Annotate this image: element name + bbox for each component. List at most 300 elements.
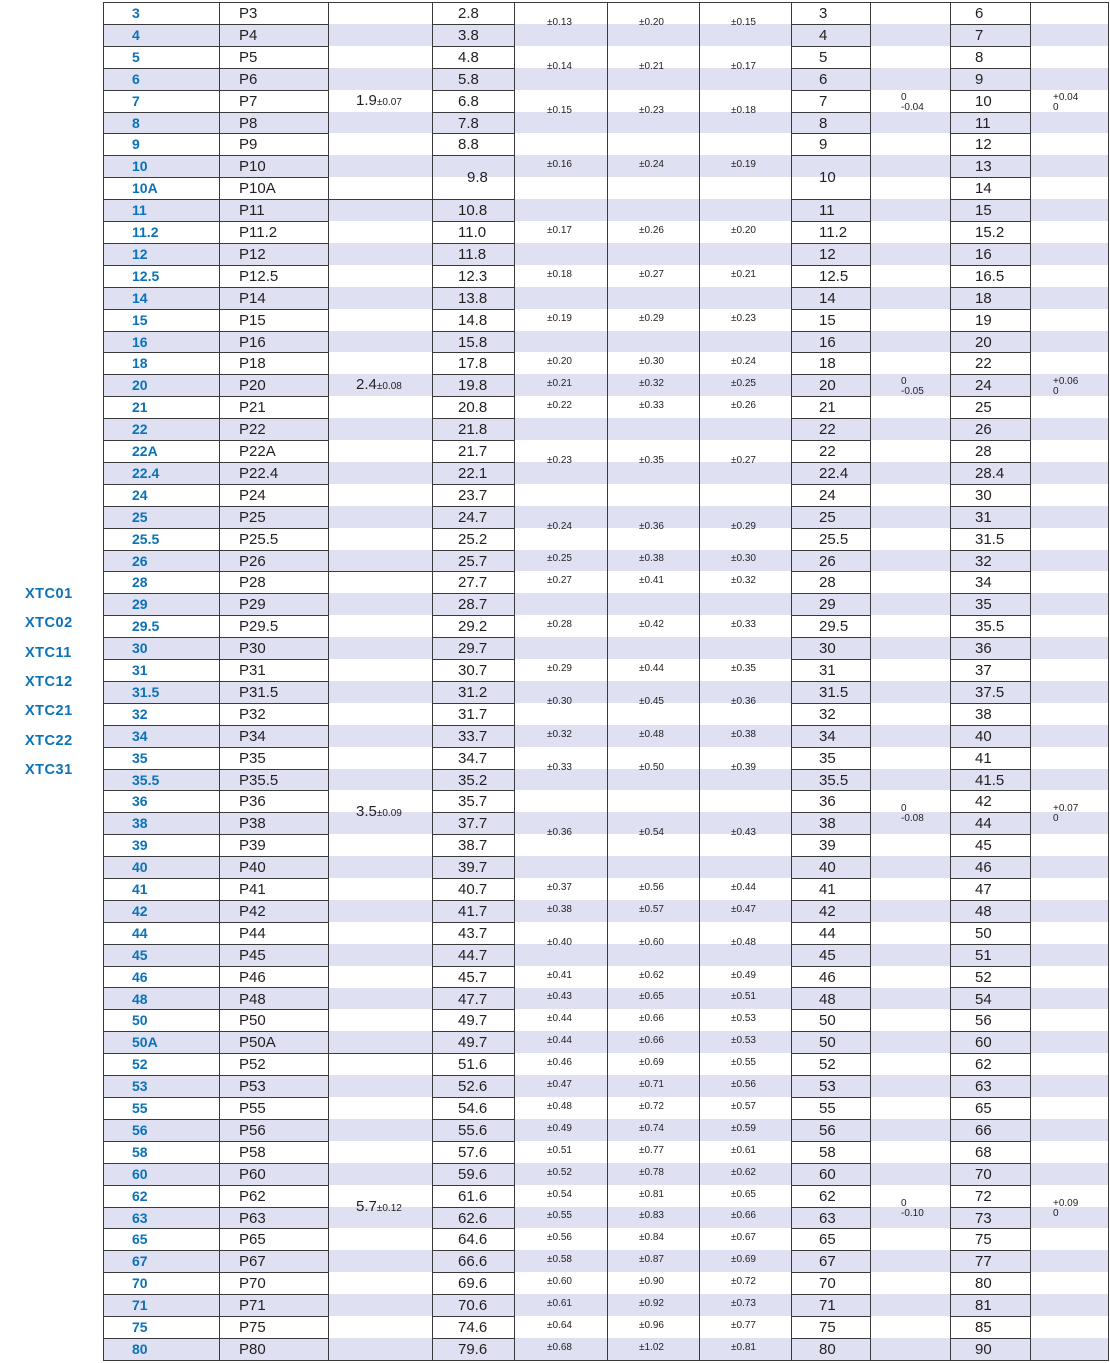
grid-line-h <box>219 1053 329 1054</box>
part-number: P55 <box>239 1100 266 1117</box>
grid-line-h <box>219 1360 329 1361</box>
grid-line-h <box>219 550 329 551</box>
grid-line-h <box>791 528 871 529</box>
grid-line-h <box>432 46 515 47</box>
grid-line-h <box>219 331 329 332</box>
groove-diameter: 29.5 <box>819 618 849 636</box>
grid-line-h <box>791 287 871 288</box>
grid-line-h <box>950 506 1031 507</box>
groove-diameter: 71 <box>819 1297 836 1315</box>
groove-diameter: 35 <box>819 749 836 767</box>
grid-line-h <box>432 769 515 770</box>
grid-line-h <box>950 725 1031 726</box>
inner-diameter: 11.0 <box>458 224 487 241</box>
size-code: 60 <box>132 1165 148 1182</box>
grid-line-h <box>219 484 329 485</box>
part-number: P22.4 <box>239 464 279 482</box>
outer-diameter: 40 <box>975 727 992 745</box>
tolerance-value: ±0.74 <box>639 1122 664 1134</box>
grid-line-h <box>219 571 329 572</box>
grid-line-v <box>514 2 515 1360</box>
size-code: 44 <box>132 924 148 941</box>
grid-line-h <box>432 834 515 835</box>
grid-line-h <box>432 90 515 91</box>
grid-line-h <box>791 352 871 353</box>
grid-line-h <box>103 331 220 332</box>
size-code: 31.5 <box>132 683 160 700</box>
grid-line-h <box>219 725 329 726</box>
groove-diameter: 52 <box>819 1056 836 1074</box>
inner-diameter: 31.2 <box>458 683 488 701</box>
groove-diameter: 12.5 <box>819 267 849 285</box>
groove-diameter: 25 <box>819 508 836 526</box>
groove-diameter: 14 <box>819 289 836 307</box>
grid-line-h <box>432 900 515 901</box>
grid-line-h <box>950 1228 1031 1229</box>
grid-line-h <box>432 856 515 857</box>
size-code: 38 <box>132 815 148 832</box>
size-code: 58 <box>132 1143 148 1160</box>
size-code: 40 <box>132 859 148 876</box>
grid-line-h <box>103 46 220 47</box>
grid-line-h <box>328 1053 433 1054</box>
groove-diameter: 15 <box>819 311 836 329</box>
grid-line-h <box>950 309 1031 310</box>
tolerance-value: ±0.51 <box>731 991 756 1003</box>
outer-diameter: 37.5 <box>975 683 1005 701</box>
cross-section <box>356 93 402 109</box>
grid-line-h <box>432 790 515 791</box>
grid-line-h <box>219 593 329 594</box>
grid-line-h <box>432 265 515 266</box>
tolerance-value: ±0.72 <box>639 1100 664 1112</box>
inner-diameter: 38.7 <box>458 837 488 855</box>
part-number: P26 <box>239 552 266 570</box>
grid-line-h <box>219 440 329 441</box>
tolerance-value: ±0.66 <box>639 1013 664 1025</box>
part-number: P44 <box>239 924 266 942</box>
tol-upper: +0.06 <box>1053 376 1079 388</box>
grid-line-v <box>1030 2 1031 1360</box>
size-code: 14 <box>132 289 148 306</box>
grid-line-v <box>103 2 104 1360</box>
inner-diameter: 10.8 <box>458 202 488 220</box>
grid-line-h <box>219 462 329 463</box>
cross-section-value: 1.9 <box>356 91 377 109</box>
outer-diameter: 25 <box>975 399 992 417</box>
grid-line-h <box>103 155 220 156</box>
grid-line-h <box>950 856 1031 857</box>
grid-line-h <box>328 199 433 200</box>
grid-line-h <box>219 1163 329 1164</box>
outer-diameter: 28 <box>975 443 992 460</box>
grid-line-h <box>432 1075 515 1076</box>
inner-diameter: 74.6 <box>458 1319 488 1336</box>
part-number: P10 <box>239 158 266 176</box>
grid-line-h <box>219 1272 329 1273</box>
grid-line-h <box>103 1075 220 1076</box>
tolerance-value: ±0.57 <box>639 903 664 915</box>
part-number: P22 <box>239 421 266 439</box>
grid-line-h <box>219 46 329 47</box>
grid-line-v <box>870 2 871 1360</box>
part-number: P11.2 <box>239 224 278 241</box>
tolerance-value: ±0.44 <box>547 1035 572 1047</box>
grid-line-h <box>950 112 1031 113</box>
tolerance-value: ±0.49 <box>731 969 756 981</box>
grid-line-h <box>514 2 608 3</box>
tolerance-value: ±0.27 <box>547 575 572 587</box>
inner-diameter: 43.7 <box>458 924 488 942</box>
grid-line-h <box>432 221 515 222</box>
part-number: P29 <box>239 596 266 614</box>
inner-diameter: 37.7 <box>458 815 488 833</box>
groove-diameter-tolerance <box>901 93 924 113</box>
tolerance-value: ±0.35 <box>639 454 664 466</box>
grid-line-h <box>950 199 1031 200</box>
inner-diameter: 28.7 <box>458 596 488 614</box>
tolerance-value: ±0.53 <box>731 1035 756 1047</box>
grid-line-h <box>791 24 871 25</box>
cross-section-tolerance: ±0.08 <box>376 381 402 393</box>
inner-diameter: 22.1 <box>458 464 488 482</box>
part-number: P25.5 <box>239 530 279 548</box>
grid-line-h <box>103 1272 220 1273</box>
outer-diameter: 54 <box>975 990 992 1008</box>
size-code: 12.5 <box>132 267 160 284</box>
grid-line-h <box>219 944 329 945</box>
outer-diameter: 28.4 <box>975 464 1005 482</box>
outer-diameter: 38 <box>975 705 992 723</box>
grid-line-h <box>791 199 871 200</box>
size-code: 11.2 <box>132 224 159 240</box>
tolerance-value: ±0.77 <box>731 1319 756 1331</box>
tolerance-value: ±0.51 <box>547 1144 572 1156</box>
part-number: P31 <box>239 662 266 679</box>
grid-line-v <box>607 2 608 1360</box>
tolerance-value: ±0.44 <box>639 662 664 674</box>
grid-line-h <box>103 287 220 288</box>
size-code: 25.5 <box>132 530 160 547</box>
grid-line-h <box>103 1250 220 1251</box>
grid-line-h <box>219 155 329 156</box>
grid-line-h <box>103 966 220 967</box>
grid-line-h <box>432 331 515 332</box>
groove-diameter: 80 <box>819 1340 836 1358</box>
grid-line-h <box>950 593 1031 594</box>
grid-line-h <box>103 309 220 310</box>
groove-diameter: 42 <box>819 902 836 920</box>
outer-diameter: 6 <box>975 5 984 22</box>
inner-diameter: 4.8 <box>458 48 479 66</box>
outer-diameter: 35.5 <box>975 618 1005 636</box>
part-number: P16 <box>239 333 266 351</box>
outer-diameter: 10 <box>975 92 992 110</box>
grid-line-v <box>219 2 220 1360</box>
grid-line-h <box>103 1119 220 1120</box>
tolerance-value: ±0.26 <box>731 400 756 412</box>
grid-line-h <box>791 1053 871 1054</box>
grid-line-h <box>791 659 871 660</box>
grid-line-v <box>328 2 329 1360</box>
grid-line-h <box>103 177 220 178</box>
grid-line-h <box>103 1185 220 1186</box>
grid-line-h <box>103 550 220 551</box>
grid-line-h <box>219 352 329 353</box>
inner-diameter: 15.8 <box>458 333 488 351</box>
inner-diameter: 12.3 <box>458 267 488 285</box>
tolerance-value: ±0.33 <box>547 761 572 773</box>
groove-diameter: 22.4 <box>819 464 849 482</box>
tolerance-value: ±0.66 <box>639 1035 664 1047</box>
tolerance-value: ±0.72 <box>731 1276 756 1288</box>
part-number: P10A <box>239 180 276 198</box>
part-number: P53 <box>239 1078 266 1096</box>
grid-line-h <box>219 1294 329 1295</box>
grid-line-h <box>219 1185 329 1186</box>
size-code: 21 <box>132 399 148 416</box>
series-code: XTC31 <box>25 761 73 778</box>
outer-diameter: 16 <box>975 245 992 263</box>
grid-line-h <box>219 1119 329 1120</box>
groove-diameter: 48 <box>819 990 836 1008</box>
size-code: 63 <box>132 1209 148 1226</box>
grid-line-h <box>103 834 220 835</box>
size-code: 29 <box>132 596 148 613</box>
tolerance-value: ±0.68 <box>547 1341 572 1353</box>
outer-diameter: 42 <box>975 793 992 811</box>
tolerance-value: ±0.24 <box>639 159 664 171</box>
part-number: P39 <box>239 837 266 855</box>
grid-line-h <box>103 133 220 134</box>
part-number: P75 <box>239 1319 266 1336</box>
grid-line-h <box>103 1163 220 1164</box>
inner-diameter: 24.7 <box>458 508 488 526</box>
grid-line-h <box>791 1228 871 1229</box>
size-code: 45 <box>132 946 148 963</box>
tol-upper: 0 <box>901 376 907 388</box>
inner-diameter: 25.7 <box>458 552 488 570</box>
part-number: P63 <box>239 1209 266 1227</box>
groove-diameter: 26 <box>819 552 836 570</box>
inner-diameter: 79.6 <box>458 1340 488 1358</box>
inner-diameter: 30.7 <box>458 662 488 679</box>
part-number: P22A <box>239 443 276 460</box>
grid-line-h <box>103 1228 220 1229</box>
tolerance-value: ±0.38 <box>547 903 572 915</box>
outer-diameter: 9 <box>975 70 984 88</box>
grid-line-h <box>432 1097 515 1098</box>
grid-line-h <box>432 1316 515 1317</box>
inner-diameter: 35.2 <box>458 771 488 789</box>
groove-diameter: 70 <box>819 1275 836 1293</box>
grid-line-h <box>219 90 329 91</box>
tolerance-value: ±0.58 <box>547 1254 572 1266</box>
outer-diameter: 41 <box>975 749 992 767</box>
tol-lower: 0 <box>1053 813 1059 825</box>
part-number: P42 <box>239 902 266 920</box>
grid-line-h <box>791 681 871 682</box>
grid-line-h <box>432 1119 515 1120</box>
series-code: XTC11 <box>25 644 72 661</box>
tolerance-value: ±0.13 <box>547 16 572 28</box>
inner-diameter: 33.7 <box>458 727 488 745</box>
grid-line-h <box>791 922 871 923</box>
inner-diameter: 31.7 <box>458 705 488 723</box>
grid-line-h <box>950 177 1031 178</box>
outer-diameter: 90 <box>975 1340 992 1358</box>
grid-line-h <box>791 637 871 638</box>
grid-line-h <box>791 944 871 945</box>
inner-diameter: 47.7 <box>458 990 488 1008</box>
grid-line-v <box>699 2 700 1360</box>
grid-line-h <box>791 133 871 134</box>
grid-line-h <box>432 593 515 594</box>
grid-line-h <box>432 1185 515 1186</box>
grid-line-h <box>607 2 700 3</box>
tol-upper: +0.04 <box>1053 91 1079 103</box>
outer-diameter: 12 <box>975 136 992 154</box>
part-number: P56 <box>239 1121 266 1139</box>
tolerance-value: ±0.56 <box>731 1079 756 1091</box>
groove-diameter: 53 <box>819 1078 836 1096</box>
inner-diameter: 66.6 <box>458 1253 488 1271</box>
tolerance-value: ±0.20 <box>639 16 664 28</box>
grid-line-h <box>432 309 515 310</box>
grid-line-h <box>950 637 1031 638</box>
grid-line-h <box>950 900 1031 901</box>
groove-diameter: 5 <box>819 48 828 66</box>
grid-line-h <box>791 1097 871 1098</box>
outer-diameter: 31.5 <box>975 530 1005 548</box>
grid-line-h <box>432 987 515 988</box>
grid-line-h <box>103 1141 220 1142</box>
groove-width-tolerance <box>1053 804 1078 824</box>
outer-diameter: 7 <box>975 26 984 44</box>
tol-lower: 0 <box>1053 1207 1059 1219</box>
outer-diameter: 19 <box>975 311 992 329</box>
part-number: P20 <box>239 377 266 395</box>
grid-line-h <box>791 615 871 616</box>
grid-line-h <box>219 790 329 791</box>
cross-section-value: 2.4 <box>356 376 377 394</box>
grid-line-h <box>103 747 220 748</box>
part-number: P60 <box>239 1165 266 1183</box>
inner-diameter: 27.7 <box>458 574 488 592</box>
grid-line-h <box>791 440 871 441</box>
grid-line-h <box>791 1119 871 1120</box>
groove-diameter: 11.2 <box>819 224 848 241</box>
size-code: 53 <box>132 1078 148 1095</box>
grid-line-h <box>950 243 1031 244</box>
grid-line-h <box>219 112 329 113</box>
size-code: 6 <box>132 70 140 87</box>
tolerance-value: ±0.32 <box>731 575 756 587</box>
tolerance-value: ±0.19 <box>731 159 756 171</box>
tolerance-value: ±0.38 <box>639 553 664 565</box>
size-code: 5 <box>132 48 140 65</box>
cross-section <box>356 377 402 393</box>
grid-line-h <box>791 418 871 419</box>
size-code: 8 <box>132 114 140 131</box>
size-code: 22A <box>132 443 158 459</box>
size-code: 50A <box>132 1034 158 1051</box>
grid-line-h <box>103 790 220 791</box>
tol-lower: 0 <box>1053 386 1059 398</box>
grid-line-h <box>103 68 220 69</box>
grid-line-h <box>103 243 220 244</box>
outer-diameter: 41.5 <box>975 771 1005 789</box>
grid-line-h <box>950 1053 1031 1054</box>
inner-diameter: 44.7 <box>458 946 488 964</box>
grid-line-h <box>432 1163 515 1164</box>
outer-diameter: 81 <box>975 1297 992 1315</box>
grid-line-h <box>103 1031 220 1032</box>
grid-line-h <box>103 374 220 375</box>
part-number: P5 <box>239 48 258 66</box>
groove-diameter: 50 <box>819 1012 836 1030</box>
grid-line-h <box>219 900 329 901</box>
groove-diameter: 67 <box>819 1253 836 1271</box>
grid-line-h <box>432 878 515 879</box>
groove-diameter: 45 <box>819 946 836 964</box>
tolerance-value: ±0.71 <box>639 1079 664 1091</box>
grid-line-h <box>950 265 1031 266</box>
grid-line-h <box>103 221 220 222</box>
grid-line-h <box>950 462 1031 463</box>
tolerance-value: ±0.41 <box>547 969 572 981</box>
inner-diameter: 13.8 <box>458 289 488 307</box>
grid-line-h <box>432 1294 515 1295</box>
grid-line-h <box>103 352 220 353</box>
size-code: 55 <box>132 1100 148 1116</box>
part-number: P7 <box>239 92 258 110</box>
grid-line-h <box>791 484 871 485</box>
grid-line-h <box>219 287 329 288</box>
grid-line-h <box>432 922 515 923</box>
grid-line-h <box>791 1163 871 1164</box>
size-code: 39 <box>132 837 148 854</box>
grid-line-h <box>791 506 871 507</box>
grid-line-h <box>219 1207 329 1208</box>
size-code: 65 <box>132 1231 148 1248</box>
tolerance-value: ±0.27 <box>639 268 664 280</box>
cross-section-tolerance: ±0.12 <box>376 1202 402 1214</box>
groove-diameter: 12 <box>819 245 836 263</box>
grid-line-h <box>1030 2 1109 3</box>
tolerance-value: ±0.49 <box>547 1122 572 1134</box>
grid-line-h <box>950 221 1031 222</box>
inner-diameter: 41.7 <box>458 902 488 920</box>
outer-diameter: 62 <box>975 1056 992 1074</box>
grid-line-h <box>103 462 220 463</box>
inner-diameter: 52.6 <box>458 1078 488 1096</box>
grid-line-h <box>432 944 515 945</box>
grid-line-h <box>432 615 515 616</box>
groove-width-tolerance <box>1053 377 1078 397</box>
groove-diameter: 28 <box>819 574 836 592</box>
tolerance-value: ±0.36 <box>731 695 756 707</box>
size-code: 16 <box>132 333 148 350</box>
grid-line-h <box>432 1141 515 1142</box>
grid-line-h <box>950 659 1031 660</box>
grid-line-h <box>432 484 515 485</box>
tolerance-value: ±0.27 <box>731 454 756 466</box>
tolerance-value: ±0.92 <box>639 1298 664 1310</box>
part-number: P50A <box>239 1034 276 1052</box>
grid-line-h <box>103 987 220 988</box>
grid-line-v <box>950 2 951 1360</box>
